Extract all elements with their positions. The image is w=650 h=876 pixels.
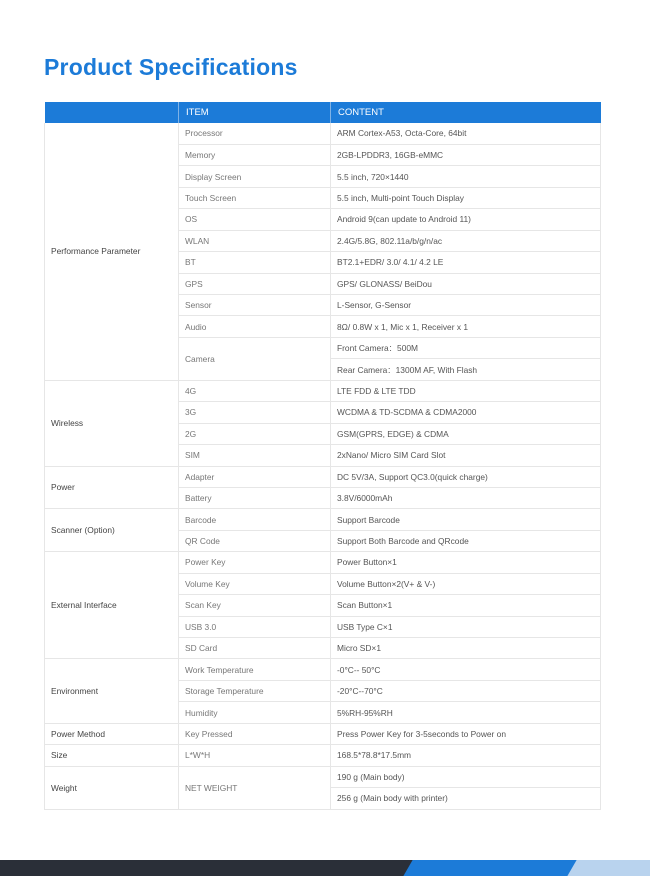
content-cell: Press Power Key for 3-5seconds to Power on (331, 723, 601, 744)
item-cell: Work Temperature (179, 659, 331, 680)
item-cell: SD Card (179, 638, 331, 659)
footer-blue-stripe (403, 860, 582, 876)
content-cell: DC 5V/3A, Support QC3.0(quick charge) (331, 466, 601, 487)
content-cell: Support Both Barcode and QRcode (331, 530, 601, 551)
item-cell: Volume Key (179, 573, 331, 594)
content-cell: Micro SD×1 (331, 638, 601, 659)
item-cell: 2G (179, 423, 331, 444)
content-cell: Android 9(can update to Android 11) (331, 209, 601, 230)
table-row (45, 509, 601, 530)
table-row (45, 123, 601, 144)
content-cell: 2.4G/5.8G, 802.11a/b/g/n/ac (331, 230, 601, 251)
table-row (45, 745, 601, 766)
table-row (45, 466, 601, 487)
category-cell: Performance Parameter (45, 123, 179, 380)
item-cell: Storage Temperature (179, 680, 331, 701)
item-cell: 3G (179, 402, 331, 423)
content-cell: 190 g (Main body) (331, 766, 601, 787)
category-cell: Power (45, 466, 179, 509)
item-cell: SIM (179, 445, 331, 466)
content-cell: ARM Cortex-A53, Octa-Core, 64bit (331, 123, 601, 144)
category-cell: Wireless (45, 380, 179, 466)
content-cell: 5.5 inch, Multi-point Touch Display (331, 187, 601, 208)
content-cell: 168.5*78.8*17.5mm (331, 745, 601, 766)
content-cell: GPS/ GLONASS/ BeiDou (331, 273, 601, 294)
table-row (45, 552, 601, 573)
item-cell: Battery (179, 487, 331, 508)
item-cell: Processor (179, 123, 331, 144)
item-cell: BT (179, 252, 331, 273)
content-cell: Rear Camera：1300M AF, With Flash (331, 359, 601, 380)
item-cell: QR Code (179, 530, 331, 551)
table-row (45, 766, 601, 787)
content-cell: BT2.1+EDR/ 3.0/ 4.1/ 4.2 LE (331, 252, 601, 273)
item-cell: OS (179, 209, 331, 230)
table-header-row (45, 102, 601, 123)
item-cell: Audio (179, 316, 331, 337)
content-cell: Front Camera：500M (331, 337, 601, 358)
item-cell: Touch Screen (179, 187, 331, 208)
item-cell: Sensor (179, 295, 331, 316)
item-cell: NET WEIGHT (179, 766, 331, 809)
content-cell: USB Type C×1 (331, 616, 601, 637)
item-cell: L*W*H (179, 745, 331, 766)
content-cell: Support Barcode (331, 509, 601, 530)
spec-table (44, 102, 601, 810)
content-cell: 2xNano/ Micro SIM Card Slot (331, 445, 601, 466)
content-cell: -20°C--70°C (331, 680, 601, 701)
item-cell: 4G (179, 380, 331, 401)
content-cell: -0°C-- 50°C (331, 659, 601, 680)
category-cell: Environment (45, 659, 179, 723)
item-cell: Memory (179, 144, 331, 165)
content-cell: 5%RH-95%RH (331, 702, 601, 723)
table-row (45, 659, 601, 680)
content-cell: Power Button×1 (331, 552, 601, 573)
item-cell: Barcode (179, 509, 331, 530)
item-cell: Key Pressed (179, 723, 331, 744)
content-cell: 256 g (Main body with printer) (331, 788, 601, 809)
header-content: CONTENT (331, 102, 601, 123)
page-title: Product Specifications (44, 54, 298, 80)
footer-band (0, 860, 650, 876)
content-cell: GSM(GPRS, EDGE) & CDMA (331, 423, 601, 444)
footer-light-stripe (567, 860, 650, 876)
content-cell: Scan Button×1 (331, 595, 601, 616)
category-cell: External Interface (45, 552, 179, 659)
table-row (45, 380, 601, 401)
content-cell: 3.8V/6000mAh (331, 487, 601, 508)
item-cell: Power Key (179, 552, 331, 573)
content-cell: WCDMA & TD-SCDMA & CDMA2000 (331, 402, 601, 423)
header-item: ITEM (179, 102, 331, 123)
item-cell: Scan Key (179, 595, 331, 616)
spec-table-body (45, 123, 601, 809)
category-cell: Scanner (Option) (45, 509, 179, 552)
item-cell: Humidity (179, 702, 331, 723)
item-cell: Adapter (179, 466, 331, 487)
item-cell: Camera (179, 337, 331, 380)
content-cell: 5.5 inch, 720×1440 (331, 166, 601, 187)
content-cell: Volume Button×2(V+ & V-) (331, 573, 601, 594)
item-cell: GPS (179, 273, 331, 294)
content-cell: LTE FDD & LTE TDD (331, 380, 601, 401)
table-row (45, 723, 601, 744)
content-cell: L-Sensor, G-Sensor (331, 295, 601, 316)
category-cell: Size (45, 745, 179, 766)
category-cell: Weight (45, 766, 179, 809)
item-cell: USB 3.0 (179, 616, 331, 637)
item-cell: WLAN (179, 230, 331, 251)
header-blank (45, 102, 179, 123)
item-cell: Display Screen (179, 166, 331, 187)
category-cell: Power Method (45, 723, 179, 744)
content-cell: 8Ω/ 0.8W x 1, Mic x 1, Receiver x 1 (331, 316, 601, 337)
content-cell: 2GB-LPDDR3, 16GB-eMMC (331, 144, 601, 165)
